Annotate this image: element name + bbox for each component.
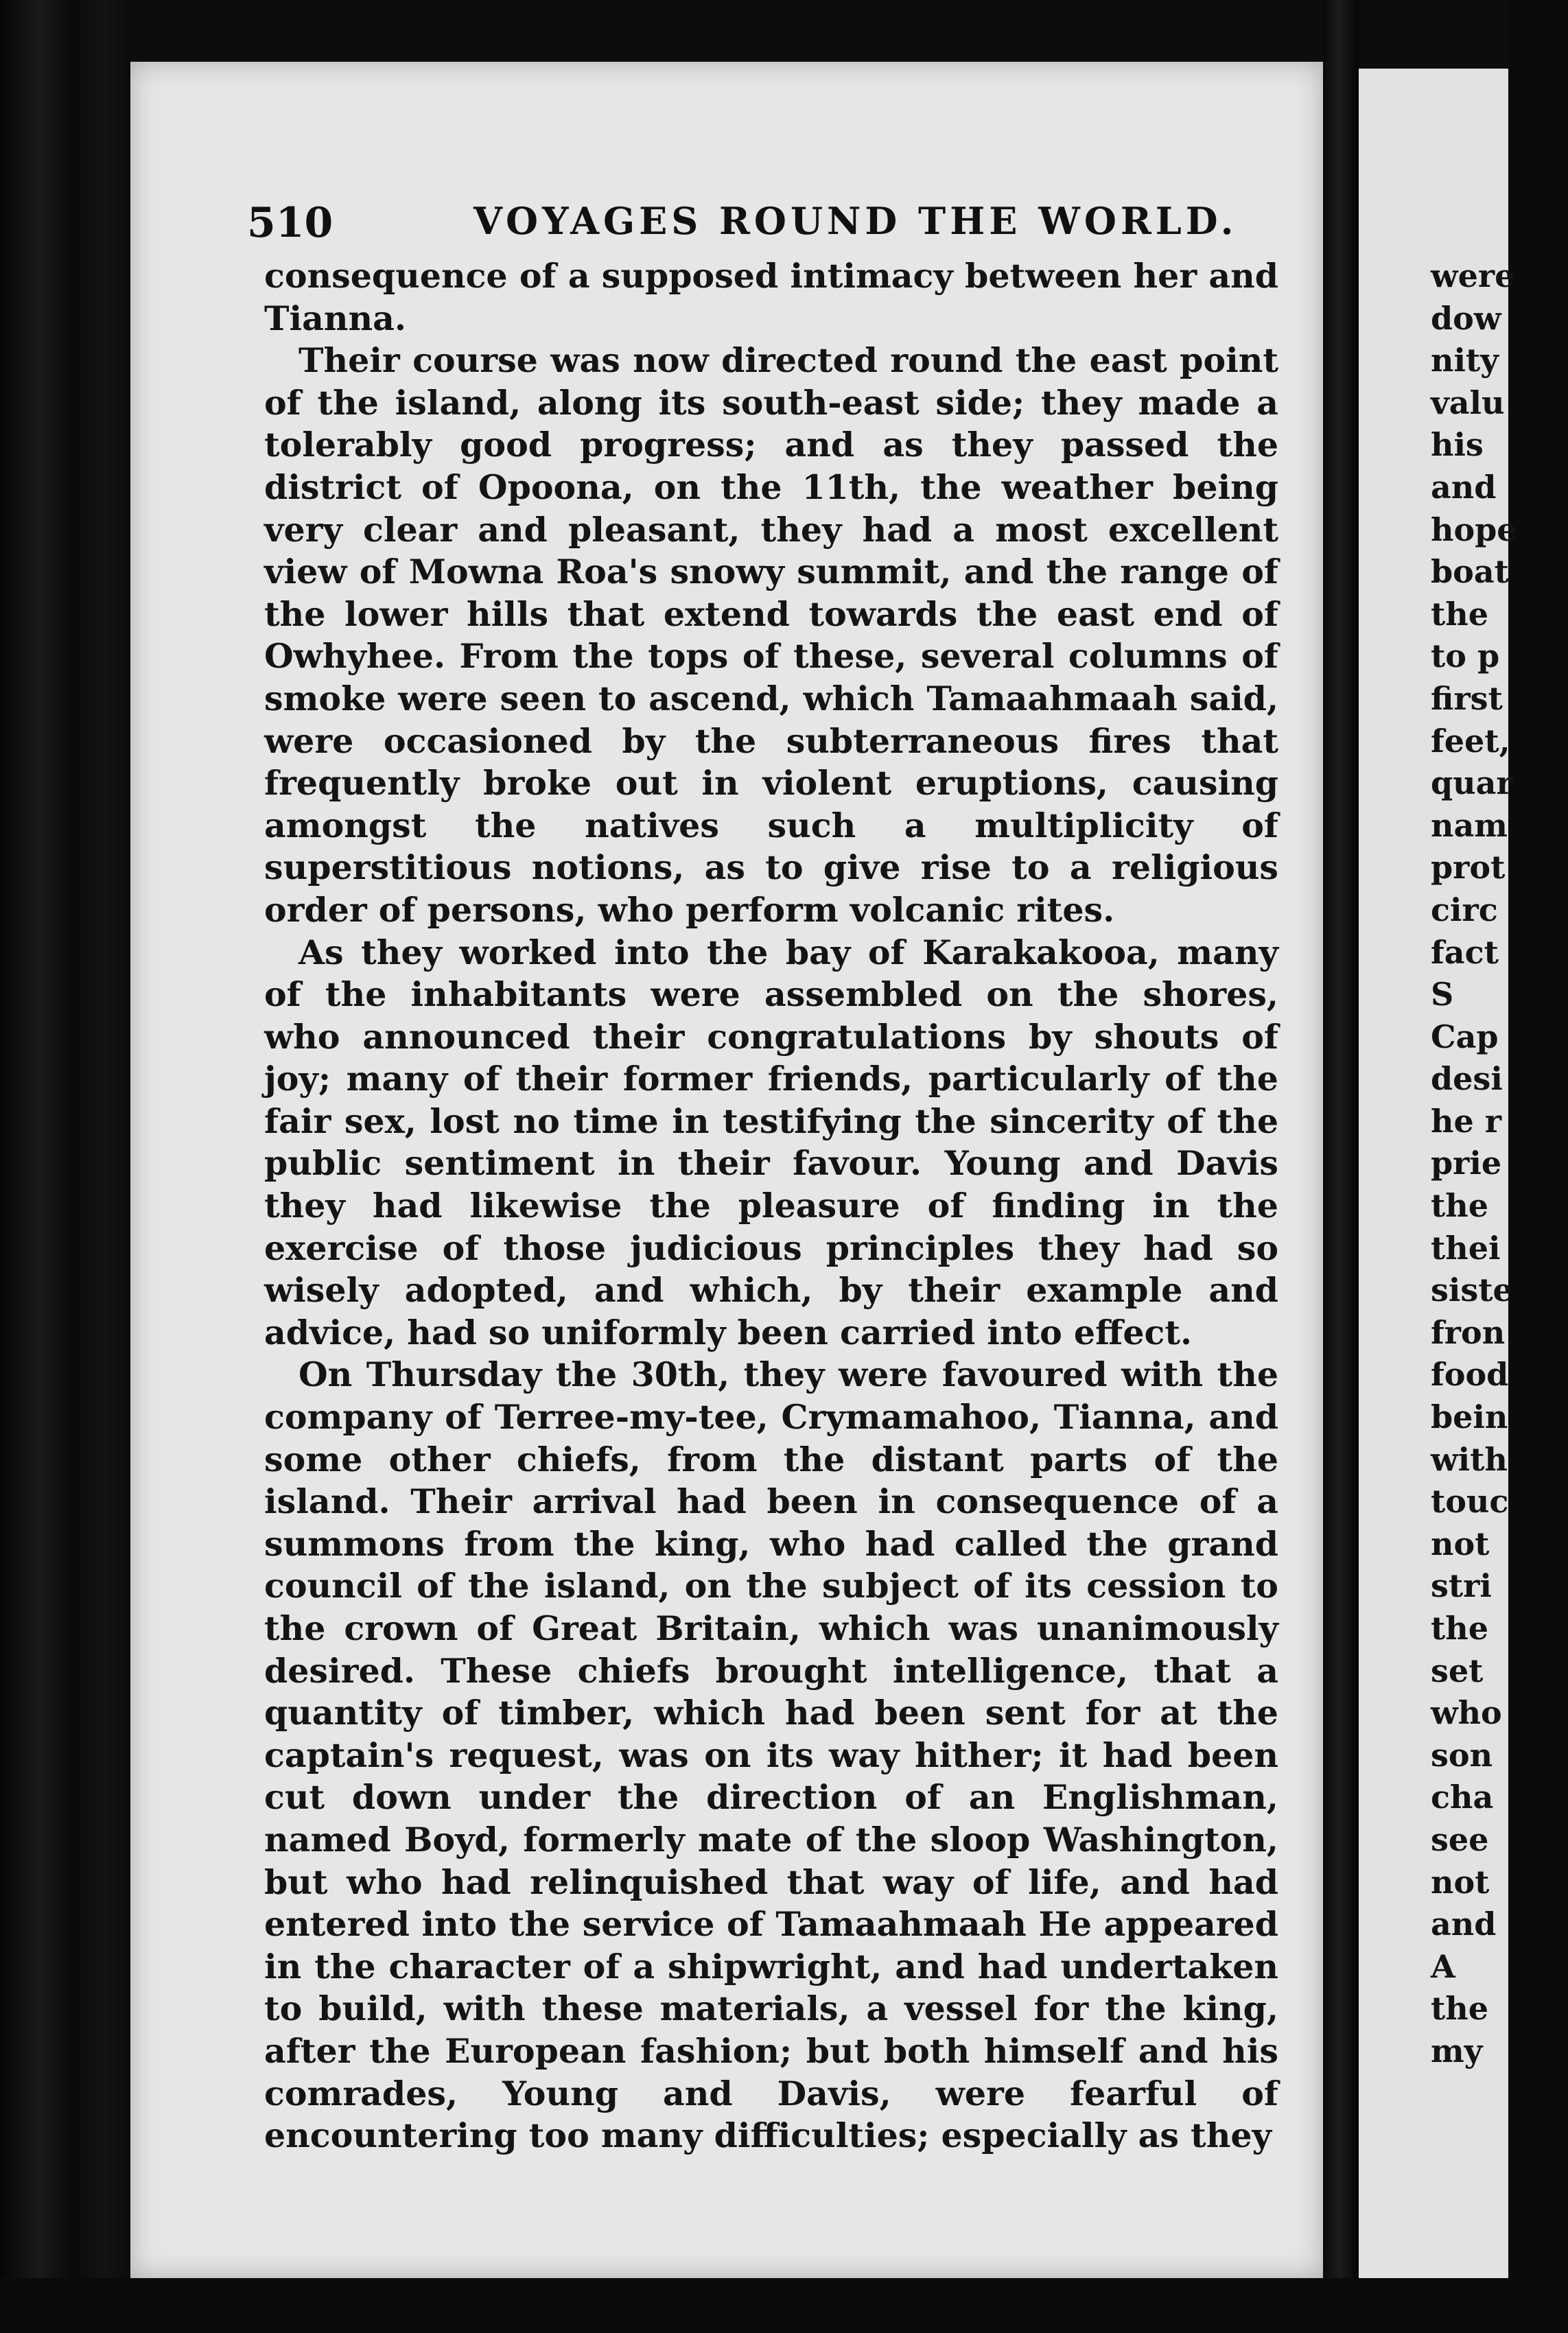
facing-page-line: who [1431,1694,1502,1732]
facing-page-line: prie [1431,1145,1502,1182]
page-gutter [1323,0,1359,2333]
paragraph: On Thursday the 30th, they were favoured with the company of Terree-my-tee, Crymamahoo, Tianna, and some other chiefs, from the distant parts of the island. Their arrival had been in consequence of a summons from the king, who had called the grand council of the island, on the subject of its cession to the crown of Great Britain, which was unanimously desired. These chiefs brought intelligence, that a quantity of timber, which had been sent for at the captain's request, was on its way hither; it had been cut down under the direction of an Englishman, named Boyd, formerly mate of the sloop Washington, but who had relinquished that way of life, and had entered into the service of Tamaahmaah He appeared in the character of a shipwright, and had undertaken to build, with these materials, a vessel for the king, after the European fashion; but both himself and his comrades, Young and Davis, were fearful of encountering too many difficulties; especially as they [264,1355,1278,2156]
facing-page-line: nam [1431,806,1508,844]
facing-page-line: nity [1431,342,1499,379]
facing-page-line: the [1431,1187,1488,1225]
facing-page-line: cha [1431,1779,1494,1816]
facing-page-line: not [1431,1863,1490,1901]
facing-page-line: circ [1431,891,1498,928]
facing-page-line: the [1431,1990,1488,2028]
facing-page-line: A [1431,1947,1455,1985]
facing-page-line: feet, [1431,722,1510,760]
facing-page-line: stri [1431,1567,1492,1605]
facing-page-line: not [1431,1525,1490,1562]
facing-page-line: fact [1431,933,1499,971]
facing-page-line: thei [1431,1229,1501,1267]
facing-page-line: to p [1431,637,1500,675]
facing-page-line: siste [1431,1271,1513,1309]
facing-page-line: the [1431,595,1488,633]
facing-page-line: see [1431,1820,1489,1858]
facing-page-line: and [1431,1906,1497,1943]
facing-page-line: first [1431,679,1503,717]
facing-page-text [1431,255,1568,2073]
facing-page-line: food [1431,1356,1509,1394]
facing-page-line: his [1431,426,1484,464]
facing-page-line: S [1431,976,1454,1013]
paragraph: Their course was now directed round the east point of the island, along its south-east side; they made a tolerably good progress; and as they passed the district of Opoona, on the 11th, the weather being very clear and pleasant, they had a most excellent view of Mowna Roa's snowy summit, and the range of the lower hills that extend towards the east end of Owhyhee. From the tops of these, several columns of smoke were seen to ascend, which Tamaahmaah said, were occasioned by the subterraneous fires that frequently broke out in violent eruptions, causing amongst the natives such a multiplicity of superstitious notions, as to give rise to a religious order of persons, who perform volcanic rites. [264,340,1278,930]
facing-page-line: bein [1431,1398,1508,1436]
facing-page-line: hope [1431,511,1517,548]
facing-page-line: quar [1431,764,1513,802]
facing-page-line: Cap [1431,1018,1499,1055]
page-header [247,199,1263,254]
paragraph: As they worked into the bay of Karakakooa, many of the inhabitants were assembled on the shores, who announced their congratulations by shouts of joy; many of their former friends, particularly of the fair sex, lost no time in testifying the sincerity of the public sentiment in their favour. Young and Davis they had likewise the pleasure of finding in the exercise of those judicious principles they had so wisely adopted, and which, by their example and advice, had so uniformly been carried into effect. [264,932,1278,1352]
facing-page-line: with [1431,1440,1508,1478]
book-binding-edge [0,0,130,2333]
facing-page-line: valu [1431,384,1505,421]
facing-page-line: son [1431,1736,1493,1774]
facing-page-line: were [1431,257,1515,294]
facing-page-line: desi [1431,1060,1503,1098]
scan-bottom-border [0,2278,1508,2333]
facing-page-line: he r [1431,1102,1501,1140]
facing-page-line: prot [1431,849,1506,887]
paragraph-continuation: consequence of a supposed intimacy between her and Tianna. [264,256,1278,338]
page-body [264,255,1278,2157]
facing-page-line: fron [1431,1313,1506,1351]
facing-page-line: my [1431,2032,1483,2070]
facing-page-line: the [1431,1610,1488,1647]
facing-page-line: dow [1431,299,1501,337]
facing-page-line: set [1431,1652,1484,1689]
facing-page-line: and [1431,468,1497,506]
page-number: 510 [247,199,334,247]
facing-page-line: touc [1431,1483,1509,1521]
facing-page-line: boat [1431,553,1509,591]
running-head: VOYAGES ROUND THE WORLD. [473,199,1238,243]
